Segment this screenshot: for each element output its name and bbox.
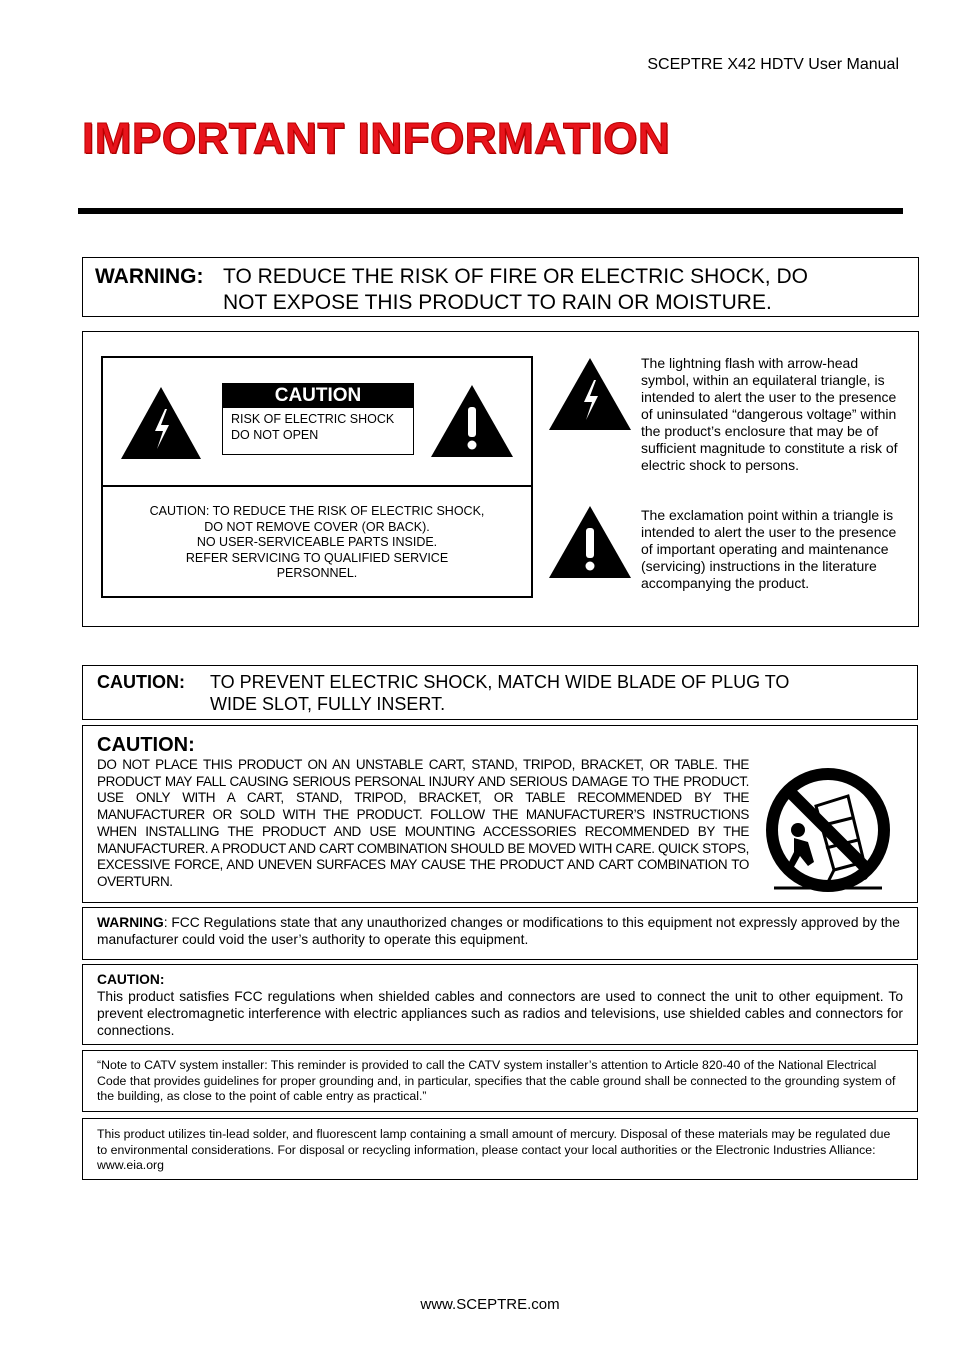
caution-fcc-label: CAUTION: <box>97 972 165 987</box>
manual-title: SCEPTRE X42 HDTV User Manual <box>647 56 899 73</box>
caution-lower-text <box>103 504 531 582</box>
exclamation-triangle-icon <box>431 385 513 457</box>
lightning-triangle-icon <box>549 358 631 430</box>
caution-divider <box>103 485 531 487</box>
lightning-explanation: The lightning flash with arrow-head symbol, within an equilateral triangle, is intended to alert the user to the presence of uninsulated “dangerous voltage” within the product’s enclosure that may be of sufficient magnitude to constitute a risk of electric shock to persons. <box>641 355 898 473</box>
caution-label-graphic <box>101 356 533 598</box>
page-heading: IMPORTANT INFORMATION <box>82 114 671 163</box>
heading-rule <box>78 208 903 214</box>
catv-note-box <box>82 1050 918 1112</box>
warning-line-1: TO REDUCE THE RISK OF FIRE OR ELECTRIC SHOCK, DO <box>223 265 808 288</box>
lightning-triangle-icon <box>121 387 201 459</box>
exclamation-triangle-icon <box>549 506 631 578</box>
cart-tip-over-icon <box>764 766 892 894</box>
caution-cart-text: DO NOT PLACE THIS PRODUCT ON AN UNSTABLE CART, STAND, TRIPOD, BRACKET, OR TABLE. THE PRODUCT MAY FALL CAUSING SERIOUS PERSONAL INJURY AND SERIOUS DAMAGE TO THE PRODUCT. USE ONLY WITH A CART, STAND, TRIPOD, BRACKET, OR TABLE RECOMMENDED BY THE MANUFACTURER OR SOLD WITH THE PRODUCT. FOLLOW THE MANUFACTURER’S INSTRUCTIONS WHEN INSTALLING THE PRODUCT AND USE MOUNTING ACCESSORIES RECOMMENDED BY THE MANUFACTURER. A PRODUCT AND CART COMBINATION SHOULD BE MOVED WITH CARE. QUICK STOPS, EXCESSIVE FORCE, AND UNEVEN SURFACES MAY CAUSE THE PRODUCT AND CART COMBINATION TO OVERTURN. <box>97 757 749 889</box>
warning-label: WARNING: <box>95 265 204 288</box>
warning-fcc-label: WARNING <box>97 915 164 930</box>
warning-fcc-text: : FCC Regulations state that any unauthorized changes or modifications to this equipment not expressly approved by the manufacturer could void the user’s authority to operate this equipment. <box>97 915 900 947</box>
caution-lower-line: CAUTION: TO REDUCE THE RISK OF ELECTRIC SHOCK, <box>149 504 485 518</box>
caution-tag-line-2: DO NOT OPEN <box>231 428 319 442</box>
footer-url: www.SCEPTRE.com <box>420 1296 560 1313</box>
caution-tag-title: CAUTION <box>223 384 413 408</box>
caution-lower-line: REFER SERVICING TO QUALIFIED SERVICE <box>185 550 449 565</box>
caution-fcc-box <box>82 964 918 1045</box>
exclamation-explanation: The exclamation point within a triangle is intended to alert the user to the presence of important operating and maintenance (servicing) instructions in the literature accompanying the product. <box>641 507 897 591</box>
disposal-note-text: This product utilizes tin-lead solder, and fluorescent lamp containing a small amount of mercury. Disposal of these materials may be regulated due to environmental considerations. For disposal or recycling information, please contact your local authorities or the Electronic Industries Alliance: www.eia.org <box>97 1127 891 1172</box>
caution-plug-label: CAUTION: <box>97 672 185 692</box>
caution-plug-line-2: WIDE SLOT, FULLY INSERT. <box>210 694 446 714</box>
caution-cart-label: CAUTION: <box>97 734 195 756</box>
disposal-note-box <box>82 1118 918 1180</box>
caution-tag-line-1: RISK OF ELECTRIC SHOCK <box>231 412 395 426</box>
warning-line-2: NOT EXPOSE THIS PRODUCT TO RAIN OR MOISTURE. <box>223 291 772 314</box>
caution-plug-line-1: TO PREVENT ELECTRIC SHOCK, MATCH WIDE BLADE OF PLUG TO <box>210 672 790 692</box>
caution-plug-box <box>82 665 918 720</box>
caution-lower-line: NO USER-SERVICEABLE PARTS INSIDE. <box>196 535 438 549</box>
warning-rain-box <box>82 257 919 317</box>
catv-note-text: “Note to CATV system installer: This reminder is provided to call the CATV system installer’s attention to Article 820-40 of the National Electrical Code that provides guidelines for proper grounding and, in particular, specifies that the cable ground shall be connected to the grounding system of the building, as close to the point of cable entry as practical.” <box>97 1058 896 1103</box>
warning-fcc-box <box>82 907 918 960</box>
caution-tag <box>222 383 414 455</box>
caution-lower-line: PERSONNEL. <box>276 566 358 580</box>
caution-lower-line: DO NOT REMOVE COVER (OR BACK). <box>204 519 430 534</box>
caution-fcc-text: This product satisfies FCC regulations when shielded cables and connectors are used to connect the unit to other equipment. To prevent electromagnetic interference with electric appliances such as radios and televisions, use shielded cables and connectors for connections. <box>97 989 903 1038</box>
caution-cart-box <box>82 725 918 903</box>
